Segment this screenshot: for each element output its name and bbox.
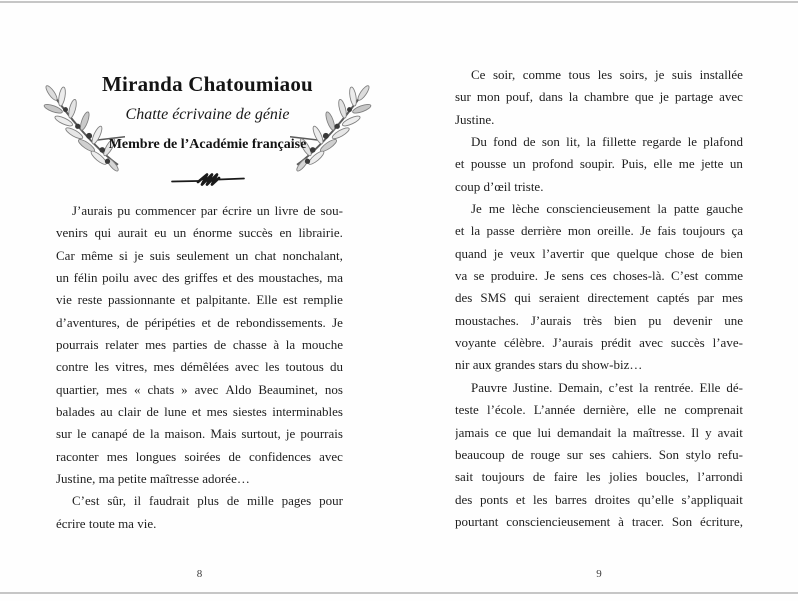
text-line: Pauvre Justine. Demain, c’est la rentrée. Elle dé- bbox=[471, 379, 743, 395]
text-line: sur le canapé de la maison. Mais surtout, je pourrais bbox=[56, 426, 343, 442]
text-line: Justine. bbox=[455, 111, 495, 127]
text-line: Justine, ma petite maîtresse adorée… bbox=[56, 471, 250, 487]
right-page bbox=[455, 0, 743, 601]
text-line: des ponts et les barres droites qu’elle s’appliquait bbox=[455, 491, 743, 507]
text-line: beaucoup de rouge sur ses cahiers. Son stylo refu- bbox=[455, 446, 743, 462]
text-line: Car même si je suis seulement un chat nonchalant, bbox=[56, 247, 343, 263]
text-line: Ce soir, comme tous les soirs, je suis installée bbox=[471, 67, 743, 82]
text-line: quand je veux l’avertir que quelque chose de bien bbox=[455, 245, 743, 261]
text-line: Je me lèche consciencieusement la patte gauche bbox=[471, 201, 743, 217]
ornament-squiggle-icon bbox=[64, 171, 351, 192]
text-line: C’est sûr, il faudrait plus de mille pages pour bbox=[72, 493, 343, 509]
right-page-text bbox=[455, 64, 743, 533]
text-line: sait toujours de faire les jolies boucles, l’arrondi bbox=[455, 469, 743, 485]
left-page-text bbox=[56, 200, 343, 535]
text-line: des SMS qui seraient directement captés par mes bbox=[455, 290, 743, 306]
chapter-author-title: Miranda Chatoumiaou bbox=[102, 72, 313, 96]
olive-branch-icon bbox=[290, 84, 374, 172]
page-number-left: 8 bbox=[196, 568, 203, 580]
text-line: jamais ce que lui demandait la maîtresse. Il y avait bbox=[455, 424, 743, 440]
left-page bbox=[56, 0, 343, 601]
text-line: sur mon pouf, dans la chambre que je partage avec bbox=[455, 89, 743, 105]
text-line: voyante célèbre. J’aurais prédit avec succès l’ave- bbox=[455, 335, 743, 351]
olive-branch-icon bbox=[41, 84, 125, 172]
text-line: écrire toute ma vie. bbox=[56, 515, 157, 531]
text-line: va se produire. Je sens ces choses-là. C’est comme bbox=[455, 268, 743, 284]
text-line: quartier, mes « chats » avec Aldo Beauminet, nos bbox=[56, 381, 343, 397]
text-line: pourtant consciencieusement à tracer. Son écriture, bbox=[455, 513, 743, 529]
text-line: moustaches. J’aurais très bien pu devenir une bbox=[455, 312, 743, 328]
text-line: un félin poilu avec des griffes et des moustaches, ma bbox=[56, 270, 343, 286]
text-line: J’aurais pu commencer par écrire un livre de sou- bbox=[72, 203, 343, 218]
text-line: d’aventures, de péripéties et de rebondissements. Je bbox=[56, 314, 343, 330]
text-line: vie reste passionnante et palpitante. Elle est remplie bbox=[56, 292, 343, 308]
text-line: teste l’école. L’année dernière, elle ne comprenait bbox=[455, 402, 743, 418]
text-line: coup d’œil triste. bbox=[455, 178, 544, 194]
text-line: et pousse un profond soupir. Puis, elle me jette un bbox=[455, 156, 743, 172]
text-line: nir aux grandes stars du show-biz… bbox=[455, 357, 643, 373]
text-line: pourrais relater mes parties de chasse à la mouche bbox=[56, 337, 343, 353]
text-line: raconter mes longues soirées de confidences avec bbox=[56, 448, 343, 464]
chapter-author-affiliation: Membre de l’Académie française bbox=[108, 137, 307, 152]
chapter-author-subtitle: Chatte écrivaine de génie bbox=[125, 106, 290, 123]
page-number-right: 9 bbox=[596, 568, 602, 580]
text-line: et la passe derrière mon oreille. Je fais toujours ça bbox=[455, 223, 743, 239]
text-line: Du fond de son lit, la fillette regarde le plafond bbox=[471, 134, 743, 150]
text-line: contre les vitres, mes démêlées avec les toutous du bbox=[56, 359, 343, 375]
text-line: balades au clair de lune et mes siestes interminables bbox=[56, 404, 343, 420]
text-line: venirs qui aurait eu un énorme succès en librairie. bbox=[56, 225, 343, 241]
